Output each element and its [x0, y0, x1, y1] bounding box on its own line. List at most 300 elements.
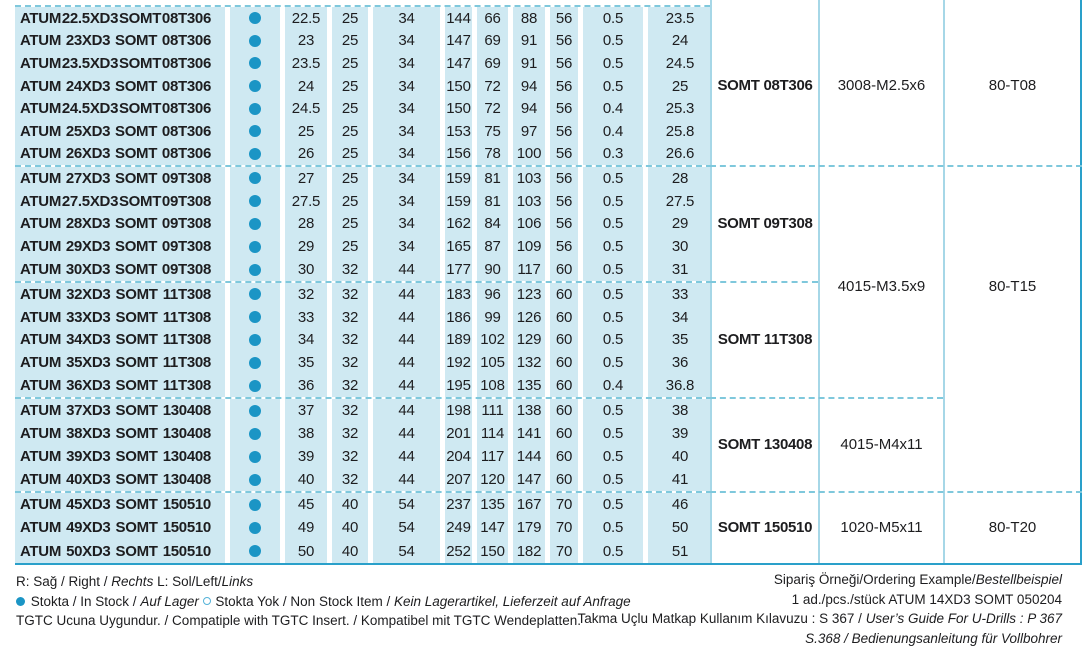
- spec-value-cell: 32: [332, 468, 373, 491]
- spec-value-cell: 56: [550, 190, 583, 213]
- spec-value-cell: 162: [445, 213, 477, 236]
- spec-value-cell: 78: [477, 142, 513, 165]
- table-row: [15, 97, 712, 120]
- table-row: [15, 75, 712, 98]
- spec-value-cell: 24: [648, 30, 712, 53]
- spec-group: [15, 167, 712, 281]
- model-name-cell: [15, 306, 230, 329]
- spec-value-cell: 0.5: [583, 258, 648, 281]
- spec-value-cell: 111: [477, 399, 513, 422]
- spec-value-cell: 179: [513, 516, 550, 539]
- model-name: ATUM 24XD3 SOMT 08T306: [20, 77, 211, 95]
- screw-code-label: 4015-M3.5x9: [837, 278, 926, 295]
- in-stock-dot-icon: [249, 241, 261, 253]
- spec-value-cell: 39: [285, 445, 332, 468]
- spec-value-cell: 51: [648, 540, 712, 563]
- in-stock-dot-icon: [249, 12, 261, 24]
- spec-value-cell: 177: [445, 258, 477, 281]
- spec-value-cell: 44: [373, 399, 445, 422]
- spec-value-cell: 0.5: [583, 306, 648, 329]
- spec-value-cell: 60: [550, 258, 583, 281]
- spec-value-cell: 25: [332, 142, 373, 165]
- stock-cell: [230, 329, 285, 352]
- spec-value-cell: 141: [513, 422, 550, 445]
- insert-type-label: SOMT 11T308: [717, 331, 813, 348]
- spec-value-cell: 56: [550, 142, 583, 165]
- footer-legend: [16, 572, 631, 631]
- spec-value-cell: 88: [513, 7, 550, 30]
- model-name-cell: [15, 516, 230, 539]
- spec-value-cell: 60: [550, 399, 583, 422]
- spec-value-cell: 34: [373, 30, 445, 53]
- spec-value-cell: 46: [648, 493, 712, 516]
- table-row: [15, 540, 712, 563]
- spec-value-cell: 29: [648, 213, 712, 236]
- in-stock-dot-icon: [249, 57, 261, 69]
- spec-value-cell: 45: [285, 493, 332, 516]
- in-stock-dot-icon: [16, 597, 25, 606]
- spec-value-cell: 123: [513, 283, 550, 306]
- stock-cell: [230, 52, 285, 75]
- stock-cell: [230, 190, 285, 213]
- spec-value-cell: 96: [477, 283, 513, 306]
- spec-value-cell: 0.5: [583, 213, 648, 236]
- spec-value-cell: 84: [477, 213, 513, 236]
- spec-value-cell: 25: [332, 97, 373, 120]
- spec-value-cell: 183: [445, 283, 477, 306]
- spec-value-cell: 25: [332, 30, 373, 53]
- insert-info-panel: [710, 0, 1082, 563]
- model-name: ATUM 29XD3 SOMT 09T308: [20, 238, 211, 256]
- spec-value-cell: 70: [550, 493, 583, 516]
- spec-value-cell: 34: [373, 167, 445, 190]
- in-stock-dot-icon: [249, 80, 261, 92]
- spec-value-cell: 167: [513, 493, 550, 516]
- spec-value-cell: 44: [373, 258, 445, 281]
- model-name-cell: [15, 540, 230, 563]
- model-name: ATUM 49XD3 SOMT 150510: [20, 519, 211, 537]
- spec-value-cell: 0.5: [583, 190, 648, 213]
- spec-value-cell: 108: [477, 374, 513, 397]
- spec-value-cell: 72: [477, 97, 513, 120]
- spec-value-cell: 25: [332, 190, 373, 213]
- stock-cell: [230, 235, 285, 258]
- model-name-cell: [15, 283, 230, 306]
- model-name: ATUM 28XD3 SOMT 09T308: [20, 215, 211, 233]
- table-row: [15, 7, 712, 30]
- spec-value-cell: 44: [373, 351, 445, 374]
- spec-value-cell: 40: [648, 445, 712, 468]
- spec-value-cell: 129: [513, 329, 550, 352]
- spec-value-cell: 109: [513, 235, 550, 258]
- spec-value-cell: 60: [550, 468, 583, 491]
- screw-code-label: 3008-M2.5x6: [837, 77, 926, 94]
- group-separator-line: [710, 281, 818, 283]
- stock-cell: [230, 493, 285, 516]
- in-stock-dot-icon: [249, 311, 261, 323]
- spec-value-cell: 75: [477, 120, 513, 143]
- footer-line: S.368 / Bedienungsanleitung für Vollbohrer: [805, 630, 1062, 646]
- model-name-cell: [15, 351, 230, 374]
- spec-value-cell: 32: [332, 258, 373, 281]
- spec-value-cell: 23.5: [285, 52, 332, 75]
- spec-value-cell: 44: [373, 283, 445, 306]
- drill-spec-table: [15, 7, 712, 563]
- insert-type-label: SOMT 130408: [717, 436, 813, 453]
- table-row: [15, 399, 712, 422]
- model-name: ATUM 36XD3 SOMT 11T308: [20, 377, 211, 395]
- in-stock-dot-icon: [249, 428, 261, 440]
- spec-value-cell: 69: [477, 52, 513, 75]
- stock-cell: [230, 351, 285, 374]
- spec-value-cell: 90: [477, 258, 513, 281]
- spec-value-cell: 94: [513, 75, 550, 98]
- spec-value-cell: 34: [373, 97, 445, 120]
- table-row: [15, 422, 712, 445]
- spec-value-cell: 204: [445, 445, 477, 468]
- spec-value-cell: 60: [550, 351, 583, 374]
- spec-value-cell: 32: [332, 306, 373, 329]
- torx-key-label: 80-T20: [988, 519, 1037, 536]
- table-row: [15, 445, 712, 468]
- spec-value-cell: 32: [332, 283, 373, 306]
- model-name-cell: [15, 258, 230, 281]
- table-row: [15, 120, 712, 143]
- model-name: ATUM 30XD3 SOMT 09T308: [20, 261, 211, 279]
- in-stock-dot-icon: [249, 195, 261, 207]
- stock-cell: [230, 30, 285, 53]
- in-stock-dot-icon: [249, 522, 261, 534]
- table-row: [15, 190, 712, 213]
- spec-value-cell: 159: [445, 190, 477, 213]
- in-stock-dot-icon: [249, 545, 261, 557]
- spec-value-cell: 32: [285, 283, 332, 306]
- spec-value-cell: 35: [648, 329, 712, 352]
- spec-value-cell: 150: [477, 540, 513, 563]
- spec-value-cell: 0.5: [583, 329, 648, 352]
- spec-value-cell: 106: [513, 213, 550, 236]
- spec-value-cell: 32: [332, 351, 373, 374]
- spec-value-cell: 30: [648, 235, 712, 258]
- spec-value-cell: 147: [445, 52, 477, 75]
- spec-value-cell: 0.5: [583, 399, 648, 422]
- spec-value-cell: 102: [477, 329, 513, 352]
- spec-value-cell: 54: [373, 516, 445, 539]
- model-name-cell: [15, 142, 230, 165]
- spec-value-cell: 23: [285, 30, 332, 53]
- spec-value-cell: 60: [550, 306, 583, 329]
- insert-type-label: SOMT 09T308: [717, 215, 813, 232]
- spec-value-cell: 207: [445, 468, 477, 491]
- spec-value-cell: 117: [477, 445, 513, 468]
- spec-value-cell: 37: [285, 399, 332, 422]
- model-name: ATUM 37XD3 SOMT 130408: [20, 402, 211, 419]
- spec-value-cell: 0.5: [583, 7, 648, 30]
- spec-value-cell: 34: [373, 52, 445, 75]
- spec-value-cell: 39: [648, 422, 712, 445]
- spec-value-cell: 150: [445, 75, 477, 98]
- stock-cell: [230, 167, 285, 190]
- model-name-cell: [15, 167, 230, 190]
- spec-value-cell: 56: [550, 120, 583, 143]
- model-name: ATUM 24.5XD3 SOMT 08T306: [20, 100, 211, 118]
- spec-group: [15, 493, 712, 563]
- stock-cell: [230, 468, 285, 491]
- spec-value-cell: 27.5: [285, 190, 332, 213]
- spec-value-cell: 81: [477, 167, 513, 190]
- spec-value-cell: 0.4: [583, 97, 648, 120]
- spec-value-cell: 32: [332, 422, 373, 445]
- spec-value-cell: 25: [332, 213, 373, 236]
- group-separator-line: [710, 491, 1082, 493]
- spec-value-cell: 35: [285, 351, 332, 374]
- spec-value-cell: 34: [373, 75, 445, 98]
- spec-value-cell: 70: [550, 516, 583, 539]
- spec-value-cell: 34: [373, 235, 445, 258]
- spec-value-cell: 0.5: [583, 167, 648, 190]
- spec-value-cell: 0.5: [583, 351, 648, 374]
- footer-line: Sipariş Örneği/Ordering Example/Bestellbeispiel: [773, 572, 1062, 587]
- spec-value-cell: 97: [513, 120, 550, 143]
- spec-value-cell: 34: [285, 329, 332, 352]
- spec-group: [15, 283, 712, 397]
- spec-value-cell: 0.5: [583, 30, 648, 53]
- spec-value-cell: 38: [648, 399, 712, 422]
- screw-code-label: 1020-M5x11: [840, 519, 923, 536]
- footer-line: TGTC Ucuna Uygundur. / Compatiple with TGTC Insert. / Kompatibel mit TGTC Wendeplatten.: [16, 613, 581, 628]
- spec-value-cell: 0.5: [583, 422, 648, 445]
- in-stock-dot-icon: [249, 172, 261, 184]
- spec-value-cell: 156: [445, 142, 477, 165]
- spec-value-cell: 44: [373, 422, 445, 445]
- spec-value-cell: 189: [445, 329, 477, 352]
- in-stock-dot-icon: [249, 264, 261, 276]
- spec-value-cell: 69: [477, 30, 513, 53]
- non-stock-circle-icon: [203, 597, 211, 605]
- spec-value-cell: 153: [445, 120, 477, 143]
- table-row: [15, 167, 712, 190]
- spec-value-cell: 91: [513, 52, 550, 75]
- spec-value-cell: 91: [513, 30, 550, 53]
- spec-value-cell: 34: [373, 7, 445, 30]
- stock-cell: [230, 306, 285, 329]
- spec-value-cell: 60: [550, 422, 583, 445]
- in-stock-dot-icon: [249, 35, 261, 47]
- spec-value-cell: 41: [648, 468, 712, 491]
- spec-value-cell: 159: [445, 167, 477, 190]
- spec-value-cell: 56: [550, 75, 583, 98]
- model-name: ATUM 23XD3 SOMT 08T306: [20, 32, 211, 50]
- model-name: ATUM 22.5XD3 SOMT 08T306: [20, 9, 211, 27]
- in-stock-dot-icon: [249, 334, 261, 346]
- spec-value-cell: 66: [477, 7, 513, 30]
- model-name-cell: [15, 213, 230, 236]
- spec-value-cell: 23.5: [648, 7, 712, 30]
- model-name: ATUM 50XD3 SOMT 150510: [20, 542, 211, 560]
- spec-value-cell: 32: [332, 445, 373, 468]
- spec-value-cell: 56: [550, 235, 583, 258]
- spec-value-cell: 34: [648, 306, 712, 329]
- spec-value-cell: 34: [373, 142, 445, 165]
- spec-value-cell: 249: [445, 516, 477, 539]
- spec-value-cell: 0.5: [583, 516, 648, 539]
- spec-value-cell: 147: [445, 30, 477, 53]
- spec-group: [15, 399, 712, 491]
- spec-value-cell: 103: [513, 190, 550, 213]
- spec-value-cell: 126: [513, 306, 550, 329]
- spec-value-cell: 0.5: [583, 468, 648, 491]
- spec-value-cell: 24.5: [648, 52, 712, 75]
- model-name-cell: [15, 493, 230, 516]
- spec-value-cell: 28: [285, 213, 332, 236]
- in-stock-dot-icon: [249, 288, 261, 300]
- table-row: [15, 213, 712, 236]
- in-stock-dot-icon: [249, 103, 261, 115]
- model-name-cell: [15, 374, 230, 397]
- insert-type-label: SOMT 150510: [717, 519, 813, 536]
- spec-value-cell: 36: [285, 374, 332, 397]
- stock-cell: [230, 283, 285, 306]
- spec-value-cell: 22.5: [285, 7, 332, 30]
- spec-value-cell: 0.4: [583, 374, 648, 397]
- in-stock-dot-icon: [249, 357, 261, 369]
- spec-value-cell: 25.3: [648, 97, 712, 120]
- spec-value-cell: 33: [285, 306, 332, 329]
- spec-value-cell: 50: [285, 540, 332, 563]
- spec-value-cell: 150: [445, 97, 477, 120]
- spec-value-cell: 186: [445, 306, 477, 329]
- model-name-cell: [15, 329, 230, 352]
- spec-value-cell: 114: [477, 422, 513, 445]
- spec-value-cell: 0.3: [583, 142, 648, 165]
- spec-value-cell: 32: [332, 374, 373, 397]
- stock-cell: [230, 445, 285, 468]
- spec-value-cell: 81: [477, 190, 513, 213]
- spec-value-cell: 60: [550, 445, 583, 468]
- spec-value-cell: 192: [445, 351, 477, 374]
- spec-value-cell: 26: [285, 142, 332, 165]
- spec-value-cell: 87: [477, 235, 513, 258]
- screw-code-label: 4015-M4x11: [840, 436, 923, 453]
- spec-value-cell: 33: [648, 283, 712, 306]
- spec-value-cell: 28: [648, 167, 712, 190]
- spec-value-cell: 105: [477, 351, 513, 374]
- spec-value-cell: 30: [285, 258, 332, 281]
- spec-value-cell: 54: [373, 493, 445, 516]
- spec-value-cell: 25: [332, 75, 373, 98]
- model-name: ATUM 39XD3 SOMT 130408: [20, 448, 211, 465]
- model-name: ATUM 23.5XD3 SOMT 08T306: [20, 54, 211, 72]
- spec-value-cell: 24.5: [285, 97, 332, 120]
- in-stock-dot-icon: [249, 451, 261, 463]
- in-stock-dot-icon: [249, 125, 261, 137]
- spec-value-cell: 94: [513, 97, 550, 120]
- panel-right-border: [1080, 0, 1082, 563]
- model-name: ATUM 26XD3 SOMT 08T306: [20, 145, 211, 163]
- spec-value-cell: 138: [513, 399, 550, 422]
- model-name-cell: [15, 422, 230, 445]
- spec-value-cell: 27: [285, 167, 332, 190]
- model-name: ATUM 38XD3 SOMT 130408: [20, 425, 211, 442]
- torx-key-label: 80-T08: [988, 77, 1037, 94]
- model-name-cell: [15, 30, 230, 53]
- table-row: [15, 374, 712, 397]
- spec-value-cell: 135: [477, 493, 513, 516]
- spec-value-cell: 135: [513, 374, 550, 397]
- model-name-cell: [15, 445, 230, 468]
- spec-value-cell: 40: [285, 468, 332, 491]
- table-row: [15, 493, 712, 516]
- spec-group: [15, 7, 712, 165]
- spec-value-cell: 0.5: [583, 75, 648, 98]
- spec-value-cell: 44: [373, 468, 445, 491]
- spec-value-cell: 34: [373, 213, 445, 236]
- spec-value-cell: 50: [648, 516, 712, 539]
- spec-value-cell: 195: [445, 374, 477, 397]
- in-stock-dot-icon: [249, 405, 261, 417]
- model-name-cell: [15, 52, 230, 75]
- spec-value-cell: 56: [550, 213, 583, 236]
- model-name-cell: [15, 190, 230, 213]
- table-row: [15, 142, 712, 165]
- table-row: [15, 351, 712, 374]
- spec-value-cell: 132: [513, 351, 550, 374]
- spec-value-cell: 252: [445, 540, 477, 563]
- table-row: [15, 283, 712, 306]
- model-name-cell: [15, 97, 230, 120]
- spec-value-cell: 44: [373, 329, 445, 352]
- spec-value-cell: 56: [550, 167, 583, 190]
- spec-value-cell: 70: [550, 540, 583, 563]
- stock-cell: [230, 120, 285, 143]
- stock-cell: [230, 97, 285, 120]
- spec-value-cell: 40: [332, 516, 373, 539]
- group-separator-line: [710, 165, 1082, 167]
- insert-type-label: SOMT 08T306: [717, 77, 813, 94]
- spec-value-cell: 0.4: [583, 120, 648, 143]
- spec-value-cell: 49: [285, 516, 332, 539]
- spec-value-cell: 25: [332, 52, 373, 75]
- spec-value-cell: 0.5: [583, 493, 648, 516]
- model-name-cell: [15, 120, 230, 143]
- spec-value-cell: 144: [513, 445, 550, 468]
- model-name-cell: [15, 75, 230, 98]
- in-stock-dot-icon: [249, 499, 261, 511]
- spec-value-cell: 182: [513, 540, 550, 563]
- spec-value-cell: 31: [648, 258, 712, 281]
- stock-cell: [230, 422, 285, 445]
- spec-value-cell: 0.5: [583, 52, 648, 75]
- spec-value-cell: 0.5: [583, 283, 648, 306]
- footer-ordering-info: [578, 570, 1062, 648]
- spec-value-cell: 44: [373, 445, 445, 468]
- spec-value-cell: 36.8: [648, 374, 712, 397]
- spec-value-cell: 120: [477, 468, 513, 491]
- model-name-cell: [15, 7, 230, 30]
- model-name: ATUM 34XD3 SOMT 11T308: [20, 331, 211, 349]
- table-row: [15, 306, 712, 329]
- spec-value-cell: 60: [550, 283, 583, 306]
- spec-value-cell: 25: [648, 75, 712, 98]
- spec-value-cell: 25: [332, 167, 373, 190]
- spec-value-cell: 103: [513, 167, 550, 190]
- in-stock-dot-icon: [249, 380, 261, 392]
- spec-value-cell: 72: [477, 75, 513, 98]
- stock-cell: [230, 516, 285, 539]
- spec-value-cell: 0.5: [583, 235, 648, 258]
- spec-value-cell: 147: [513, 468, 550, 491]
- model-name: ATUM 27XD3 SOMT 09T308: [20, 169, 211, 187]
